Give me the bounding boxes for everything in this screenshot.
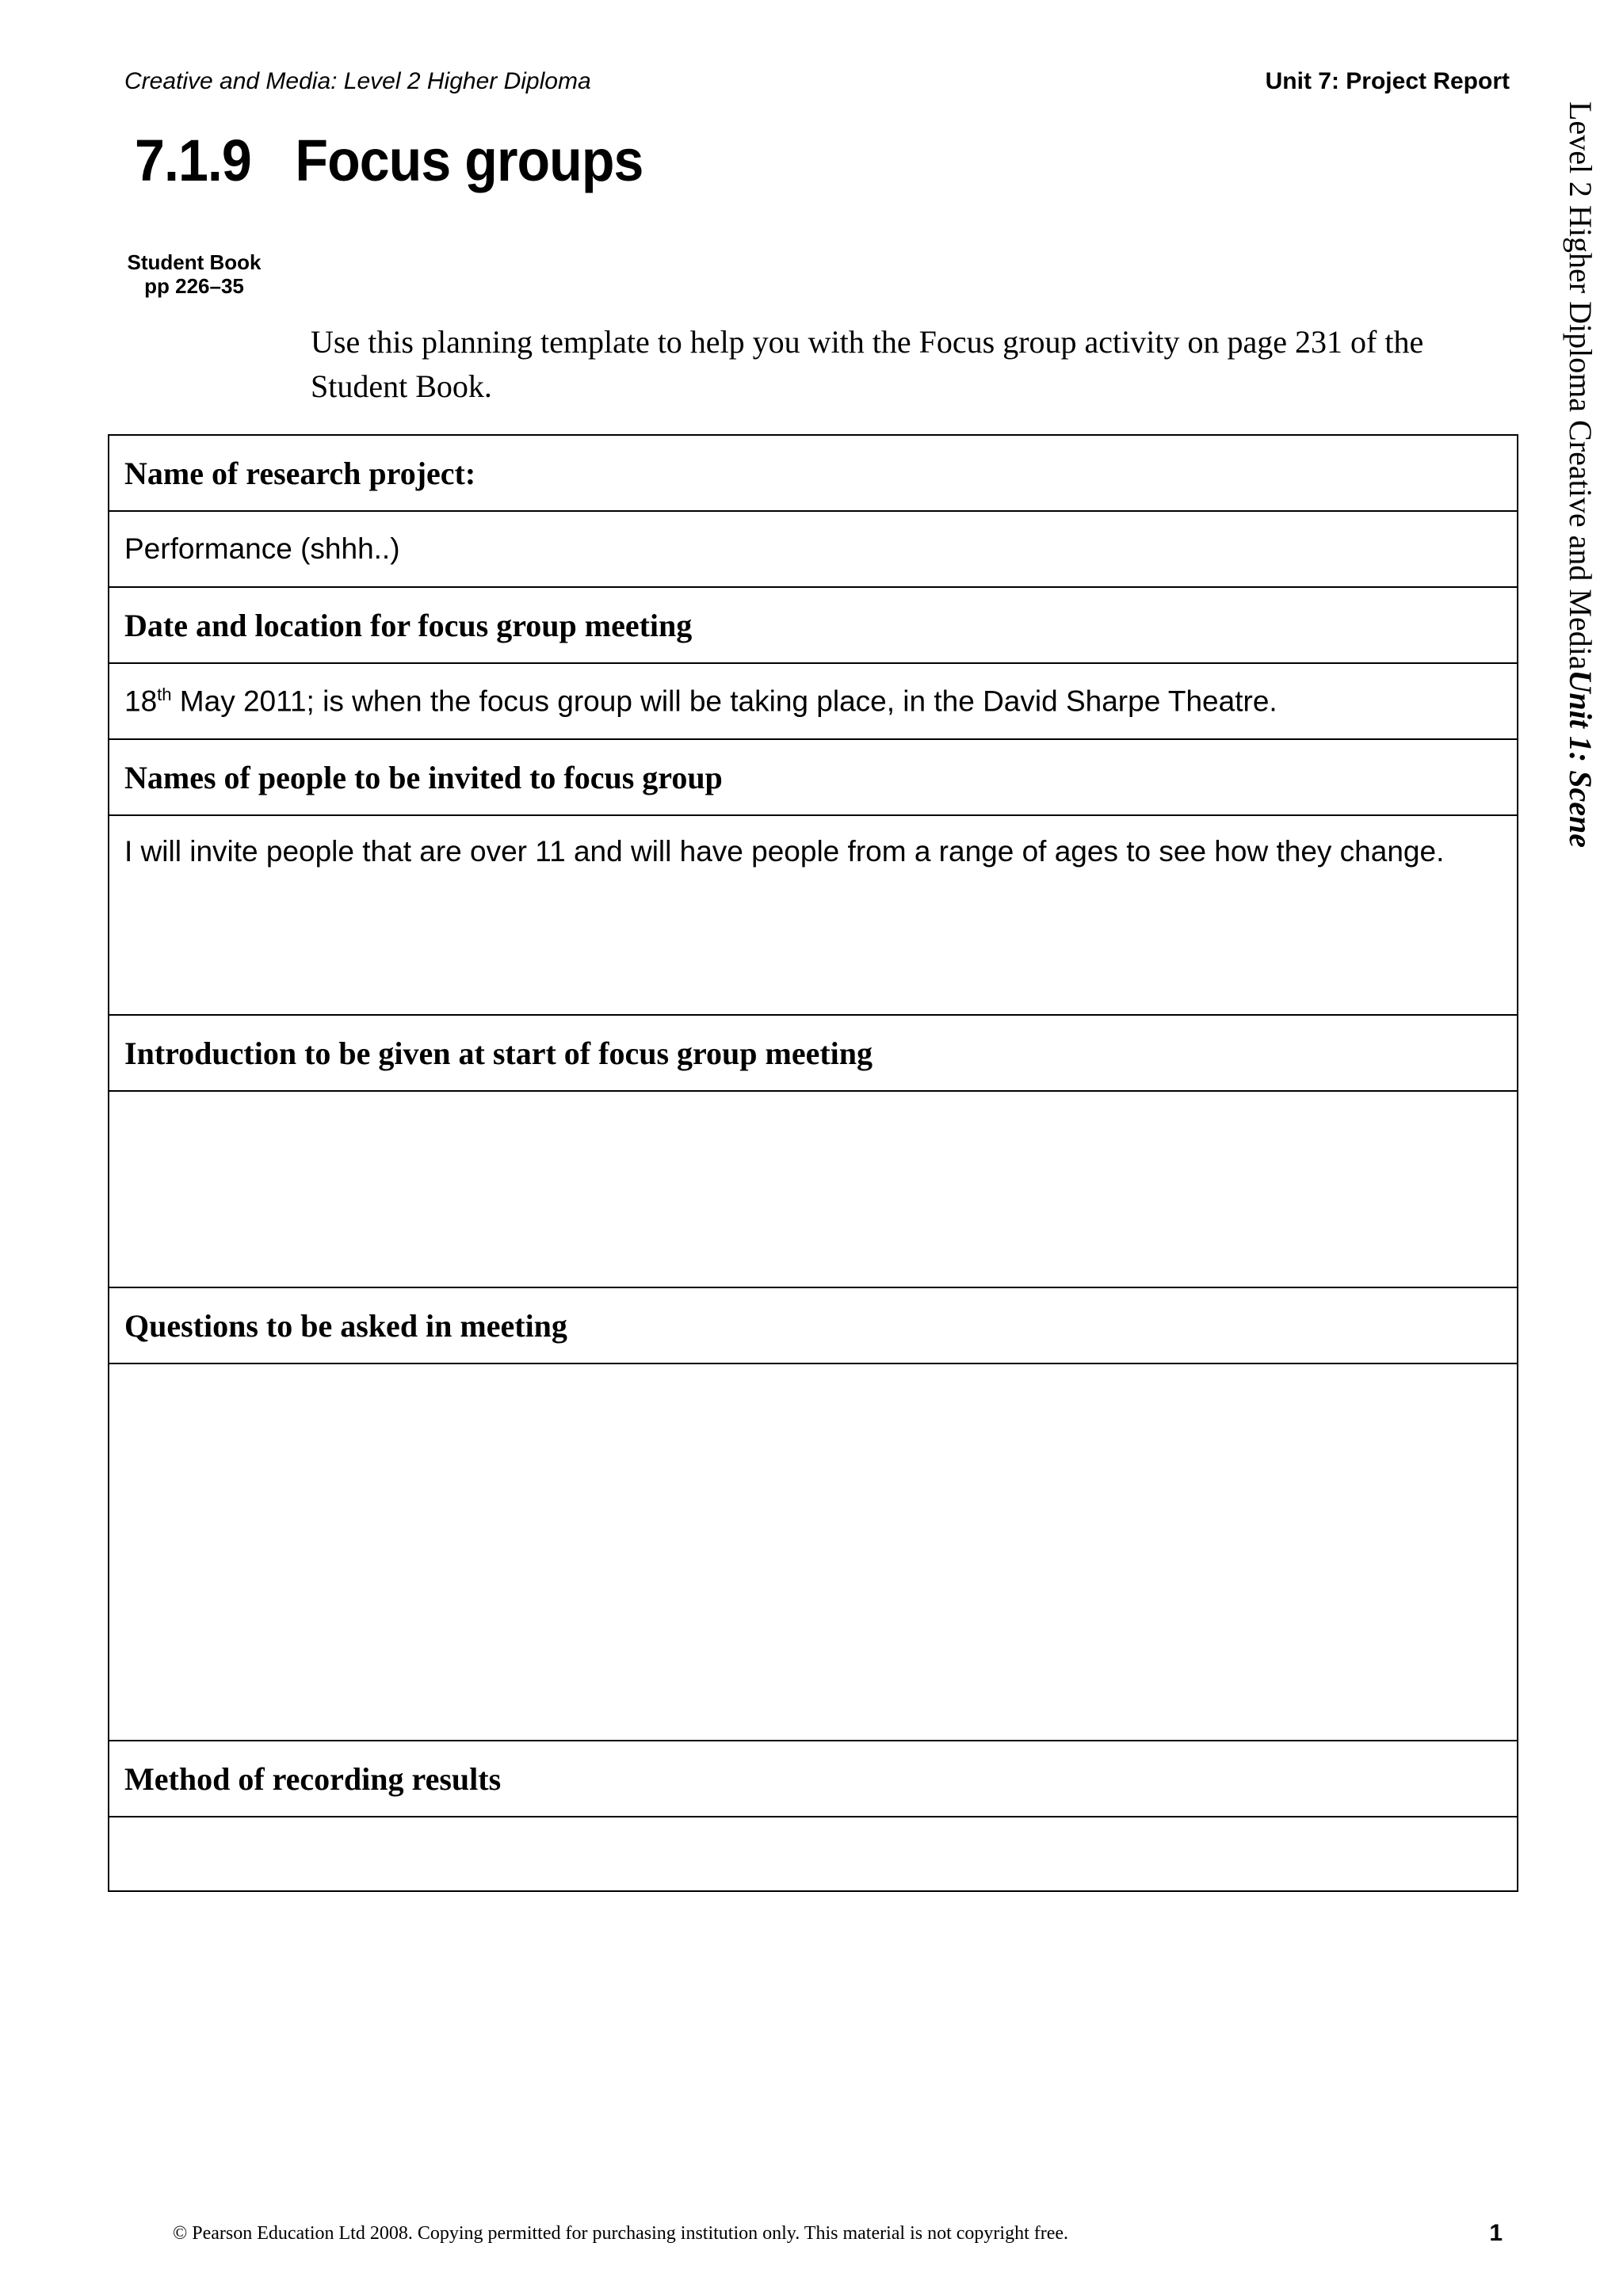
- table-row: [109, 511, 1518, 587]
- student-book-label: Student Book: [127, 250, 262, 274]
- table-row: [109, 587, 1518, 663]
- side-text-main: Level 2 Higher Diploma Creative and Media: [1563, 101, 1598, 670]
- section-number: 7.1.9: [135, 128, 251, 193]
- date-location-text: May 2011; is when the focus group will be taking place, in the David Sharpe Theatre.: [171, 685, 1277, 718]
- planning-template-table: [108, 434, 1518, 1892]
- recording-method-label: Method of recording results: [109, 1741, 1518, 1817]
- intro-instructions: Use this planning template to help you with the Focus group activity on page 231 of the Student Book.: [311, 324, 1424, 404]
- invitees-field[interactable]: I will invite people that are over 11 and will have people from a range of ages to see how they change.: [109, 815, 1518, 1015]
- student-book-pages: pp 226–35: [144, 274, 244, 298]
- table-row: [109, 815, 1518, 1015]
- page-title: [135, 127, 643, 194]
- date-location-field[interactable]: [109, 663, 1518, 739]
- questions-label: Questions to be asked in meeting: [109, 1287, 1518, 1363]
- student-book-reference: [119, 250, 269, 298]
- side-margin-text: [1562, 101, 1599, 848]
- introduction-label: Introduction to be given at start of focus group meeting: [109, 1015, 1518, 1091]
- section-title: Focus groups: [295, 128, 643, 193]
- recording-method-field[interactable]: [109, 1817, 1518, 1891]
- table-row: [109, 1741, 1518, 1817]
- table-row: [109, 1091, 1518, 1287]
- introduction-field[interactable]: [109, 1091, 1518, 1287]
- side-text-unit: Unit 1: Scene: [1563, 669, 1598, 848]
- header-course-title: Creative and Media: Level 2 Higher Diploma: [124, 68, 591, 94]
- project-name-label: Name of research project:: [109, 435, 1518, 511]
- project-name-field[interactable]: Performance (shhh..): [109, 511, 1518, 587]
- table-row: [109, 663, 1518, 739]
- questions-field[interactable]: [109, 1363, 1518, 1741]
- table-row: [109, 435, 1518, 511]
- table-row: [109, 1015, 1518, 1091]
- footer-copyright: © Pearson Education Ltd 2008. Copying permitted for purchasing institution only. This material is not copyright free.: [173, 2223, 1069, 2244]
- date-ordinal-suffix: th: [157, 684, 172, 704]
- date-day: 18: [124, 685, 158, 718]
- table-row: [109, 1287, 1518, 1363]
- table-row: [109, 1817, 1518, 1891]
- table-row: [109, 1363, 1518, 1741]
- date-location-label: Date and location for focus group meeting: [109, 587, 1518, 663]
- page-number: 1: [1489, 2220, 1503, 2246]
- header-unit-title: Unit 7: Project Report: [1265, 68, 1510, 94]
- table-row: [109, 739, 1518, 815]
- invitees-label: Names of people to be invited to focus group: [109, 739, 1518, 815]
